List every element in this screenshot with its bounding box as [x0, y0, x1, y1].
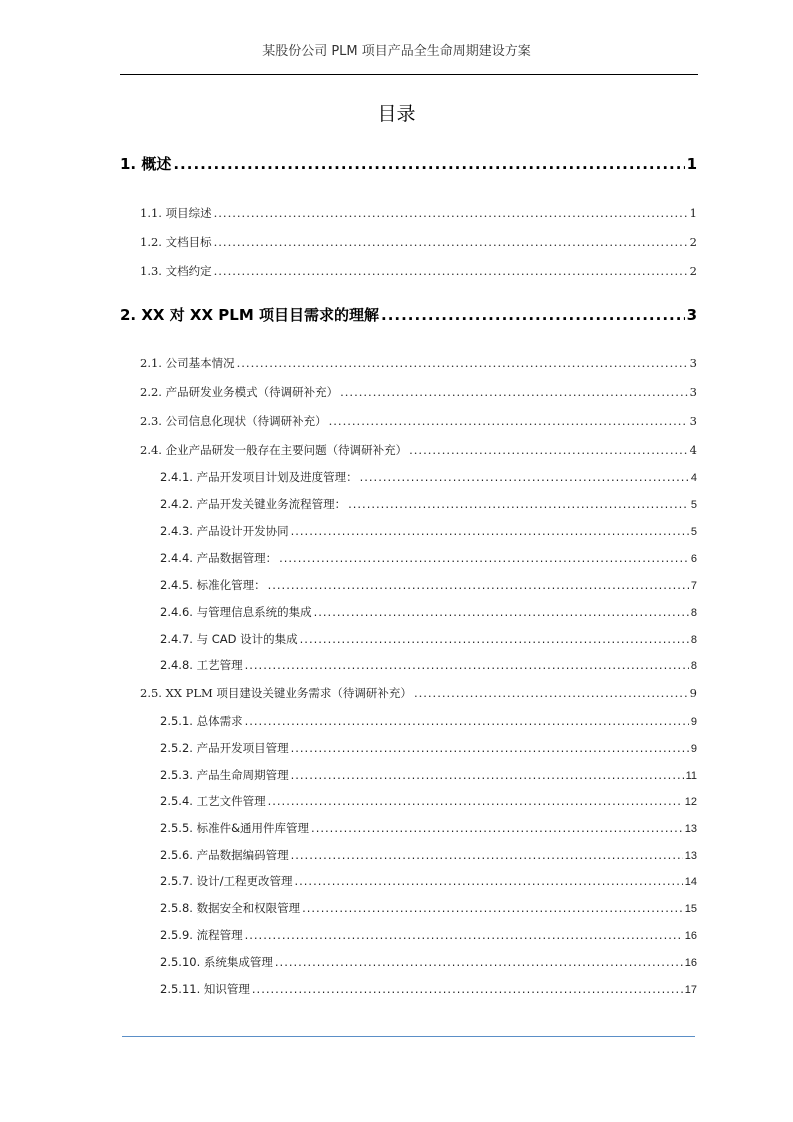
toc-entry-level2[interactable] — [140, 355, 697, 371]
toc-entry-label: 2.2. 产品研发业务模式（待调研补充） — [140, 385, 339, 399]
toc-leader-dots — [348, 497, 689, 511]
toc-entry-label: 2.4.8. 工艺管理 — [160, 658, 243, 672]
toc-entry-label: 2.5.4. 工艺文件管理 — [160, 794, 266, 808]
toc-entry-page: 5 — [690, 499, 697, 511]
toc-entry-page: 1 — [689, 206, 697, 220]
toc-entry-page: 9 — [689, 686, 697, 700]
toc-entry-level2[interactable] — [140, 263, 697, 279]
toc-entry-level3[interactable] — [160, 820, 697, 836]
toc-leader-dots — [245, 658, 689, 672]
footer-divider — [122, 1036, 695, 1037]
toc-leader-dots — [252, 982, 683, 996]
toc-entry-level3[interactable] — [160, 469, 697, 485]
toc-entry-level3[interactable] — [160, 631, 697, 647]
toc-entry-page: 8 — [690, 634, 697, 646]
toc-entry-level3[interactable] — [160, 713, 697, 729]
toc-entry-page: 1 — [686, 155, 697, 173]
toc-entry-page: 6 — [690, 553, 697, 565]
toc-leader-dots — [340, 385, 688, 399]
toc-entry-page: 16 — [684, 930, 697, 942]
toc-leader-dots — [173, 155, 684, 173]
toc-entry-level3[interactable] — [160, 657, 697, 673]
toc-entry-label: 2.4.2. 产品开发关键业务流程管理： — [160, 497, 347, 511]
toc-entry-label: 2.4.3. 产品设计开发协同 — [160, 524, 289, 538]
toc-leader-dots — [291, 848, 683, 862]
toc-leader-dots — [414, 686, 688, 700]
toc-leader-dots — [300, 632, 689, 646]
toc-entry-label: 2.1. 公司基本情况 — [140, 356, 235, 370]
toc-entry-page: 15 — [684, 903, 697, 915]
toc-entry-page: 4 — [689, 443, 697, 457]
toc-entry-level3[interactable] — [160, 577, 697, 593]
toc-entry-page: 3 — [686, 306, 697, 324]
toc-entry-label: 2.4.1. 产品开发项目计划及进度管理： — [160, 470, 358, 484]
toc-leader-dots — [214, 206, 688, 220]
toc-entry-label: 2.4.6. 与管理信息系统的集成 — [160, 605, 312, 619]
toc-entry-label: 1. 概述 — [120, 155, 172, 173]
toc-entry-level3[interactable] — [160, 873, 697, 889]
toc-entry-page: 11 — [685, 770, 697, 782]
toc-entry-label: 2.5.6. 产品数据编码管理 — [160, 848, 289, 862]
toc-entry-page: 7 — [690, 580, 697, 592]
toc-leader-dots — [237, 356, 688, 370]
toc-leader-dots — [381, 306, 685, 324]
toc-entry-page: 2 — [689, 264, 697, 278]
toc-leader-dots — [268, 794, 683, 808]
toc-entry-level3[interactable] — [160, 927, 697, 943]
toc-entry-label: 2.5.8. 数据安全和权限管理 — [160, 901, 301, 915]
toc-entry-label: 2.4.5. 标准化管理： — [160, 578, 266, 592]
toc-leader-dots — [275, 955, 683, 969]
toc-entry-level3[interactable] — [160, 981, 697, 997]
toc-leader-dots — [279, 551, 689, 565]
toc-entry-label: 2.5.9. 流程管理 — [160, 928, 243, 942]
toc-entry-page: 9 — [690, 716, 697, 728]
toc-entry-label: 2.5.10. 系统集成管理 — [160, 955, 273, 969]
toc-entry-page: 3 — [689, 356, 697, 370]
header-divider — [120, 74, 698, 75]
toc-entry-level1[interactable] — [120, 153, 697, 174]
toc-entry-level2[interactable] — [140, 384, 697, 400]
toc-entry-label: 2.5. XX PLM 项目建设关键业务需求（待调研补充） — [140, 686, 412, 700]
toc-leader-dots — [314, 605, 689, 619]
toc-entry-page: 9 — [690, 743, 697, 755]
toc-heading: 目录 — [377, 103, 416, 125]
toc-entry-level2[interactable] — [140, 205, 697, 221]
toc-entry-level1[interactable] — [120, 304, 697, 325]
page-header-title: 某股份公司 PLM 项目产品全生命周期建设方案 — [262, 44, 531, 59]
toc-entry-page: 3 — [689, 414, 697, 428]
toc-entry-label: 1.3. 文档约定 — [140, 264, 212, 278]
toc-entry-page: 8 — [690, 607, 697, 619]
toc-leader-dots — [245, 928, 683, 942]
toc-entry-label: 1.1. 项目综述 — [140, 206, 212, 220]
toc-entry-label: 2.5.5. 标准件&通用件库管理 — [160, 821, 310, 835]
toc-entry-label: 2.5.11. 知识管理 — [160, 982, 250, 996]
toc-entry-page: 4 — [690, 472, 697, 484]
toc-entry-page: 16 — [684, 957, 697, 969]
toc-leader-dots — [291, 524, 689, 538]
toc-leader-dots — [409, 443, 688, 457]
toc-leader-dots — [214, 235, 688, 249]
toc-entry-label: 1.2. 文档目标 — [140, 235, 212, 249]
toc-entry-page: 3 — [689, 385, 697, 399]
toc-entry-label: 2.3. 公司信息化现状（待调研补充） — [140, 414, 327, 428]
toc-entry-level3[interactable] — [160, 550, 697, 566]
toc-leader-dots — [294, 874, 682, 888]
toc-leader-dots — [329, 414, 688, 428]
toc-entry-level3[interactable] — [160, 740, 697, 756]
toc-entry-level3[interactable] — [160, 767, 697, 783]
toc-entry-level2[interactable] — [140, 685, 697, 701]
toc-entry-level3[interactable] — [160, 793, 697, 809]
toc-entry-label: 2.5.3. 产品生命周期管理 — [160, 768, 289, 782]
toc-entry-label: 2.4. 企业产品研发一般存在主要问题（待调研补充） — [140, 443, 408, 457]
toc-entry-level3[interactable] — [160, 496, 697, 512]
toc-entry-level3[interactable] — [160, 523, 697, 539]
toc-entry-level2[interactable] — [140, 442, 697, 458]
toc-entry-page: 5 — [690, 526, 697, 538]
toc-entry-page: 13 — [684, 850, 697, 862]
toc-leader-dots — [311, 821, 683, 835]
toc-entry-level3[interactable] — [160, 847, 697, 863]
toc-entry-label: 2.5.7. 设计/工程更改管理 — [160, 874, 293, 888]
toc-entry-label: 2.4.7. 与 CAD 设计的集成 — [160, 632, 298, 646]
toc-entry-label: 2.5.1. 总体需求 — [160, 714, 243, 728]
toc-entry-label: 2.4.4. 产品数据管理： — [160, 551, 278, 565]
toc-entry-level2[interactable] — [140, 413, 697, 429]
toc-leader-dots — [360, 470, 689, 484]
toc-leader-dots — [214, 264, 688, 278]
toc-leader-dots — [268, 578, 689, 592]
toc-leader-dots — [291, 741, 689, 755]
toc-entry-level3[interactable] — [160, 604, 697, 620]
toc-leader-dots — [245, 714, 689, 728]
toc-entry-level2[interactable] — [140, 234, 697, 250]
toc-leader-dots — [302, 901, 683, 915]
toc-entry-level3[interactable] — [160, 900, 697, 916]
toc-entry-page: 13 — [684, 823, 697, 835]
toc-entry-label: 2. XX 对 XX PLM 项目目需求的理解 — [120, 306, 379, 324]
toc-entry-page: 12 — [684, 796, 697, 808]
toc-entry-page: 8 — [690, 660, 697, 672]
toc-entry-page: 14 — [684, 876, 697, 888]
toc-entry-level3[interactable] — [160, 954, 697, 970]
toc-entry-label: 2.5.2. 产品开发项目管理 — [160, 741, 289, 755]
toc-leader-dots — [291, 768, 684, 782]
toc-entry-page: 2 — [689, 235, 697, 249]
toc-entry-page: 17 — [684, 984, 697, 996]
